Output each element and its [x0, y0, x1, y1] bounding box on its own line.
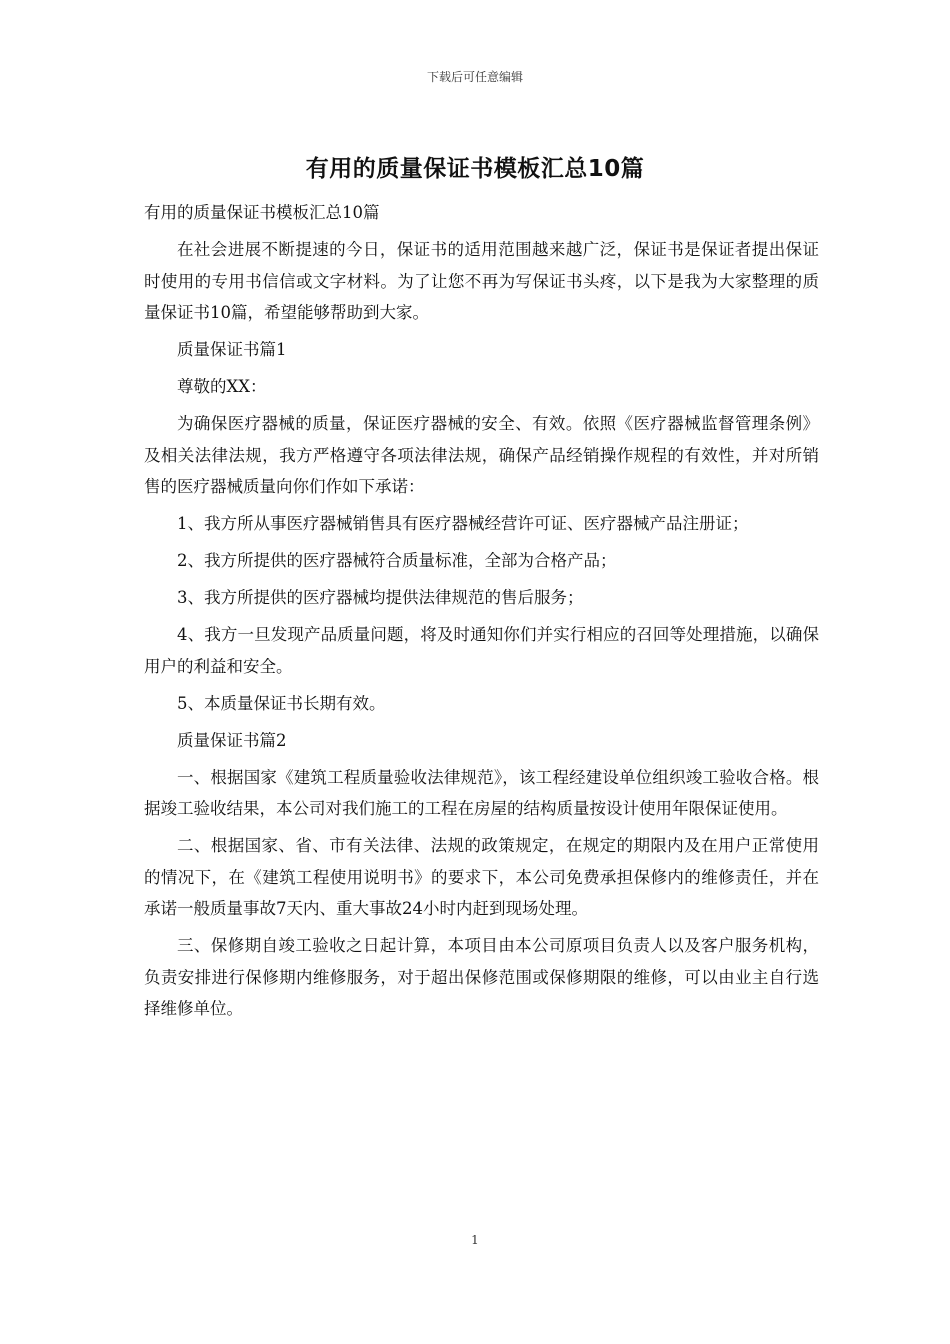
section-heading: 质量保证书篇1 [177, 340, 287, 359]
list-item: 2、我方所提供的医疗器械符合质量标准，全部为合格产品； [177, 551, 617, 570]
subtitle-paragraph: 有用的质量保证书模板汇总10篇 [144, 203, 380, 222]
list-item: 5、本质量保证书长期有效。 [177, 693, 386, 713]
body-paragraph: 为确保医疗器械的质量，保证医疗器械的安全、有效。依照《医疗器械监督管理条例》及相关法律法规，我方严格遵守各项法律法规，确保产品经销操作规程的有效性，并对所销售的医疗器械质量向你们作如下承诺： [144, 414, 819, 496]
list-item: 1、我方所从事医疗器械销售具有医疗器械经营许可证、医疗器械产品注册证； [177, 514, 749, 533]
body-paragraph: 二、根据国家、省、市有关法律、法规的政策规定，在规定的期限内及在用户正常使用的情况下，在《建筑工程使用说明书》的要求下，本公司免费承担保修内的维修责任，并在承诺一般质量事故7天内、重大事故24小时内赶到现场处理。 [144, 836, 819, 918]
section-heading: 质量保证书篇2 [177, 730, 287, 750]
body-paragraph: 一、根据国家《建筑工程质量验收法律规范》，该工程经建设单位组织竣工验收合格。根据竣工验收结果，本公司对我们施工的工程在房屋的结构质量按设计使用年限保证使用。 [144, 767, 819, 818]
salutation: 尊敬的XX： [177, 377, 267, 396]
body-paragraph: 三、保修期自竣工验收之日起计算，本项目由本公司原项目负责人以及客户服务机构，负责安排进行保修期内维修服务，对于超出保修范围或保修期限的维修，可以由业主自行选择维修单位。 [144, 936, 819, 1018]
document-title: 有用的质量保证书模板汇总10篇 [305, 156, 645, 182]
page-header: 下载后可任意编辑 [426, 70, 523, 84]
page-number: 1 [471, 1233, 479, 1247]
document-body [144, 197, 819, 1030]
list-item: 3、我方所提供的医疗器械均提供法律规范的售后服务； [177, 588, 584, 607]
intro-paragraph: 在社会进展不断提速的今日，保证书的适用范围越来越广泛，保证书是保证者提出保证时使用的专用书信信或文字材料。为了让您不再为写保证书头疼，以下是我为大家整理的质量保证书10篇，希望能够帮助到大家。 [144, 240, 819, 322]
list-item: 4、我方一旦发现产品质量问题，将及时通知你们并实行相应的召回等处理措施，以确保用户的利益和安全。 [144, 625, 819, 676]
